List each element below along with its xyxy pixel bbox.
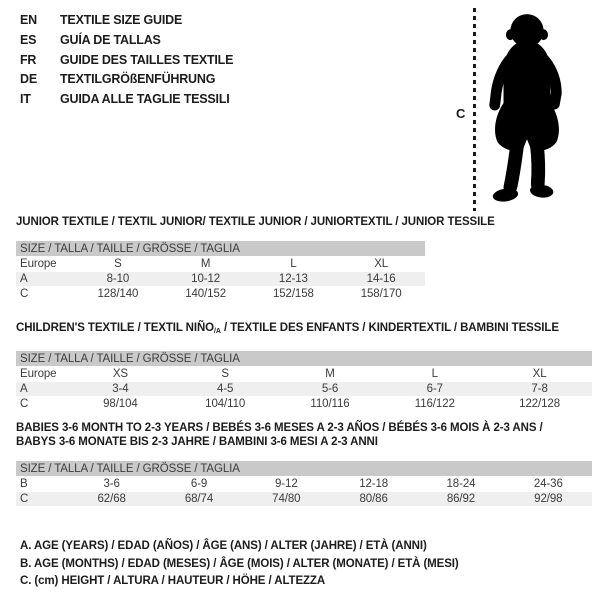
size-cell: 128/140 [97, 288, 139, 300]
size-cell: XL [532, 368, 547, 380]
size-header-cell: SIZE / TALLA / TAILLE / GRÖSSE / TAGLIA [16, 461, 592, 476]
language-code: DE [20, 72, 37, 87]
size-cell: 68/74 [155, 492, 242, 506]
table-title [16, 421, 592, 449]
table-row [16, 477, 592, 491]
size-cell: 10-12 [162, 272, 250, 286]
size-cell: 116/122 [414, 398, 455, 410]
size-header-cell: SIZE / TALLA / TAILLE / GRÖSSE / TAGLIA [16, 351, 592, 366]
size-cell: M [200, 258, 211, 270]
size-cell: 5-6 [278, 382, 383, 396]
table-title-line [16, 435, 592, 449]
language-code: FR [20, 52, 37, 67]
size-table-section [16, 421, 592, 507]
size-cell: 140/152 [185, 288, 227, 300]
size-cell: 24-36 [533, 478, 563, 490]
language-title: TEXTILGRÖßENFÜHRUNG [60, 72, 216, 87]
title-segment: BABIES 3-6 MONTH TO 2-3 YEARS / BEBÉS 3-6 MESES A 2-3 AÑOS / BÉBÉS 3-6 MOIS À 2-3 ANS / [16, 422, 543, 434]
size-cell: 3-6 [103, 478, 120, 490]
size-cell: 4-5 [173, 382, 278, 396]
title-segment: JUNIOR TEXTILE / TEXTIL JUNIOR/ TEXTILE JUNIOR / JUNIORTEXTIL / JUNIOR TESSILE [16, 216, 495, 228]
size-cell: 6-9 [190, 478, 208, 490]
size-table-section [16, 215, 495, 302]
language-list [20, 11, 233, 110]
size-table [16, 350, 592, 412]
height-measure-line [473, 8, 476, 211]
language-row [20, 51, 233, 71]
legend-line: B. AGE (MONTHS) / EDAD (MESES) / ÂGE (MOIS) / ALTER (MONATE) / ETÀ (MESI) [20, 557, 459, 570]
row-label: A [16, 272, 74, 286]
size-cell: S [114, 258, 122, 270]
size-cell: L [290, 258, 297, 270]
size-cell: L [431, 368, 438, 380]
table-row [16, 492, 592, 506]
size-cell: 104/110 [205, 398, 246, 410]
row-label: B [20, 478, 28, 490]
title-segment: CHILDREN'S TEXTILE / TEXTIL NIÑO [16, 322, 215, 334]
language-row [20, 31, 233, 51]
row-label: A [16, 382, 68, 396]
size-cell: 98/104 [103, 398, 138, 410]
title-segment: / TEXTILE DES ENFANTS / KINDERTEXTIL / BAMBINI TESSILE [220, 322, 559, 334]
language-code: ES [20, 32, 37, 47]
size-cell: 18-24 [446, 478, 476, 490]
size-cell: 74/80 [243, 492, 330, 506]
language-row [20, 90, 233, 110]
size-table [16, 460, 592, 507]
language-row [20, 11, 233, 31]
size-cell: 80/86 [330, 492, 417, 506]
size-cell: 6-7 [382, 382, 487, 396]
language-title: GUIDE DES TAILLES TEXTILE [60, 52, 234, 67]
size-table [16, 240, 425, 302]
size-cell: XL [374, 258, 389, 270]
size-cell: 9-12 [275, 478, 298, 490]
size-cell: M [325, 368, 335, 380]
title-segment: /A [214, 328, 221, 335]
size-cell: 86/92 [417, 492, 504, 506]
table-title [16, 321, 592, 339]
size-header-row [16, 351, 592, 366]
size-cell: S [221, 368, 229, 380]
size-cell: 92/98 [505, 492, 592, 506]
language-title: GUIDA ALLE TAGLIE TESSILI [60, 92, 230, 107]
size-header-cell: SIZE / TALLA / TAILLE / GRÖSSE / TAGLIA [16, 241, 425, 256]
language-title: GUÍA DE TALLAS [60, 32, 161, 47]
size-cell: 122/128 [519, 398, 561, 410]
table-title-line [16, 215, 495, 229]
row-label: Europe [20, 368, 57, 380]
size-cell: 110/116 [310, 398, 350, 410]
height-label: C [456, 106, 466, 121]
size-cell: 8-10 [74, 272, 162, 286]
row-label: C [16, 492, 68, 506]
table-row [16, 397, 592, 411]
legend [20, 538, 459, 591]
size-cell: 158/170 [360, 288, 402, 300]
title-segment: BABYS 3-6 MONATE BIS 2-3 JAHRE / BAMBINI 3-6 MESI A 2-3 ANNI [16, 436, 378, 448]
table-title-line [16, 321, 592, 339]
language-code: IT [20, 92, 31, 107]
row-label: Europe [20, 258, 57, 270]
table-row [16, 367, 592, 381]
table-row [16, 287, 425, 301]
language-title: TEXTILE SIZE GUIDE [60, 13, 183, 27]
table-title-line [16, 421, 592, 435]
size-cell: 12-18 [359, 478, 389, 490]
baby-silhouette-icon [482, 9, 570, 209]
language-code: EN [20, 13, 37, 27]
table-row [16, 257, 425, 271]
row-label: C [20, 288, 29, 300]
legend-line: A. AGE (YEARS) / EDAD (AÑOS) / ÂGE (ANS) / ALTER (JAHRE) / ETÀ (ANNI) [20, 540, 427, 552]
table-title [16, 215, 495, 229]
table-row [16, 272, 425, 286]
size-cell: 3-4 [68, 382, 173, 396]
size-cell: 152/158 [272, 288, 314, 300]
size-header-row [16, 241, 425, 256]
size-header-row [16, 461, 592, 476]
legend-line: C. (cm) HEIGHT / ALTURA / HAUTEUR / HÖHE / ALTEZZA [20, 575, 326, 587]
size-cell: XS [112, 368, 128, 380]
size-cell: 7-8 [487, 382, 592, 396]
size-cell: 62/68 [68, 492, 155, 506]
size-cell: 14-16 [337, 272, 425, 286]
size-cell: 12-13 [250, 272, 338, 286]
row-label: C [20, 398, 29, 410]
language-row [20, 70, 233, 90]
table-row [16, 382, 592, 396]
size-table-section [16, 321, 592, 412]
